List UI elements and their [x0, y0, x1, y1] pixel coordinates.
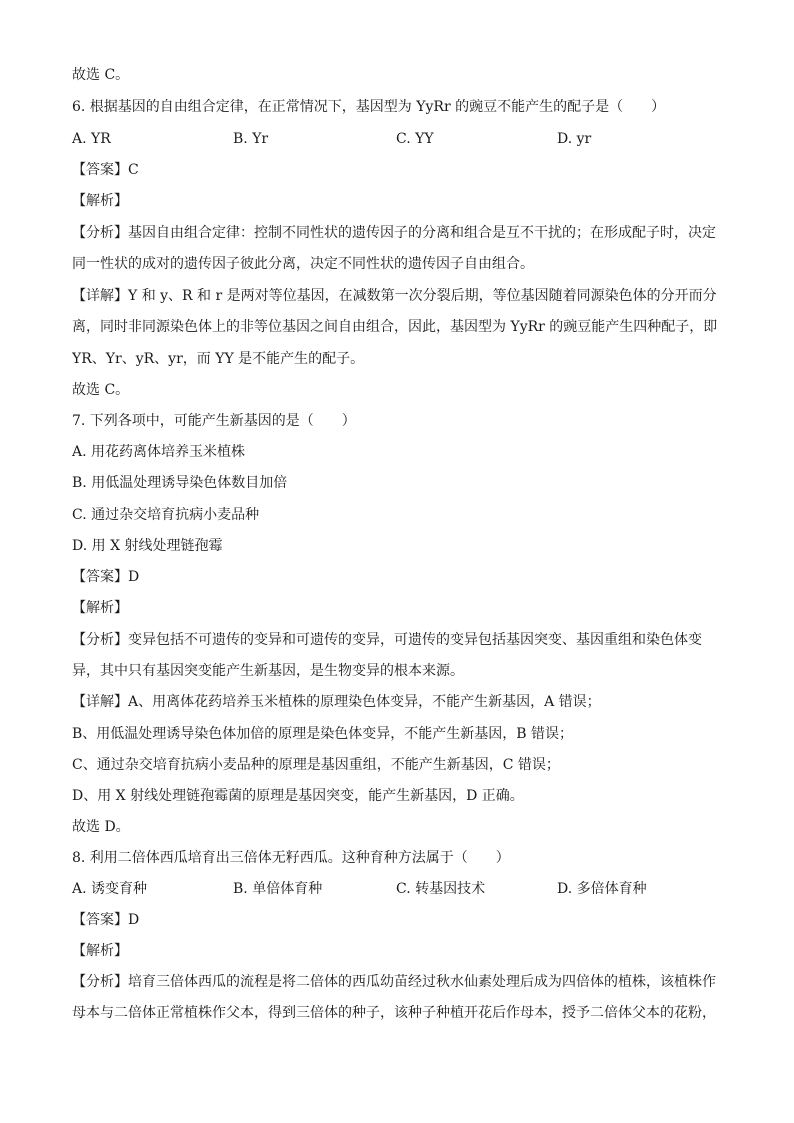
- q8-answer: 【答案】D: [72, 912, 140, 928]
- q7-option-a: A. 用花药离体培养玉米植株: [72, 444, 246, 460]
- q7-option-b: B. 用低温处理诱导染色体数目加倍: [72, 475, 288, 491]
- q7-detail-line-3: C、通过杂交培育抗病小麦品种的原理是基因重组，不能产生新基因，C 错误；: [72, 757, 560, 773]
- q7-analysis-line-2: 异，其中只有基因突变能产生新基因，是生物变异的根本来源。: [72, 663, 464, 679]
- q6-analysis-line-2: 同一性状的成对的遗传因子彼此分离，决定不同性状的遗传因子自由组合。: [72, 256, 534, 272]
- q6-explanation-heading: 【解析】: [72, 193, 128, 209]
- q8-explanation-heading: 【解析】: [72, 943, 128, 959]
- q8-option-d: D. 多倍体育种: [557, 881, 647, 897]
- q8-analysis-line-2: 母本与二倍体正常植株作父本，得到三倍体的种子，该种子种植开花后作母本，授予二倍体父本的花粉，: [72, 1005, 716, 1021]
- q6-analysis-line-1: 【分析】基因自由组合定律：控制不同性状的遗传因子的分离和组合是互不干扰的；在形成配子时，决定: [72, 225, 716, 241]
- q6-conclusion: 故选 C。: [72, 382, 130, 398]
- question-7-stem: 7. 下列各项中，可能产生新基因的是（ ）: [72, 413, 356, 429]
- q6-option-c: C. YY: [396, 131, 434, 147]
- q7-detail-line-1: 【详解】A、用离体花药培养玉米植株的原理染色体变异，不能产生新基因，A 错误；: [72, 694, 601, 710]
- q7-option-c: C. 通过杂交培育抗病小麦品种: [72, 507, 260, 523]
- q7-option-d: D. 用 X 射线处理链孢霉: [72, 538, 223, 554]
- q7-answer: 【答案】D: [72, 569, 140, 585]
- question-8-stem: 8. 利用二倍体西瓜培育出三倍体无籽西瓜。这种育种方法属于（ ）: [72, 850, 510, 866]
- question-6-stem: 6. 根据基因的自由组合定律，在正常情况下，基因型为 YyRr 的豌豆不能产生的配子是（ ）: [72, 99, 666, 115]
- q8-option-b: B. 单倍体育种: [233, 881, 323, 897]
- q8-analysis-line-1: 【分析】培育三倍体西瓜的流程是将二倍体的西瓜幼苗经过秋水仙素处理后成为四倍体的植株，该植株作: [72, 974, 716, 990]
- q6-detail-line-3: YR、Yr、yR、yr，而 YY 是不能产生的配子。: [72, 351, 365, 367]
- q6-answer: 【答案】C: [72, 162, 139, 178]
- q7-analysis-line-1: 【分析】变异包括不可遗传的变异和可遗传的变异，可遗传的变异包括基因突变、基因重组和染色体变: [72, 632, 702, 648]
- q7-conclusion: 故选 D。: [72, 819, 130, 835]
- q6-option-d: D. yr: [557, 131, 592, 147]
- q7-detail-line-4: D、用 X 射线处理链孢霉菌的原理是基因突变，能产生新基因，D 正确。: [72, 788, 524, 804]
- conclusion-q5: 故选 C。: [72, 67, 130, 83]
- q6-option-a: A. YR: [72, 131, 111, 147]
- q6-option-b: B. Yr: [233, 131, 269, 147]
- q7-detail-line-2: B、用低温处理诱导染色体加倍的原理是染色体变异，不能产生新基因，B 错误；: [72, 726, 574, 742]
- q8-option-c: C. 转基因技术: [396, 881, 486, 897]
- q8-option-a: A. 诱变育种: [72, 881, 148, 897]
- q6-detail-line-2: 离，同时非同源染色体上的非等位基因之间自由组合，因此，基因型为 YyRr 的豌豆能产生四种配子，即: [72, 319, 718, 335]
- q7-explanation-heading: 【解析】: [72, 600, 128, 616]
- q6-detail-line-1: 【详解】Y 和 y、R 和 r 是两对等位基因，在减数第一次分裂后期，等位基因随着同源染色体的分开而分: [72, 288, 717, 304]
